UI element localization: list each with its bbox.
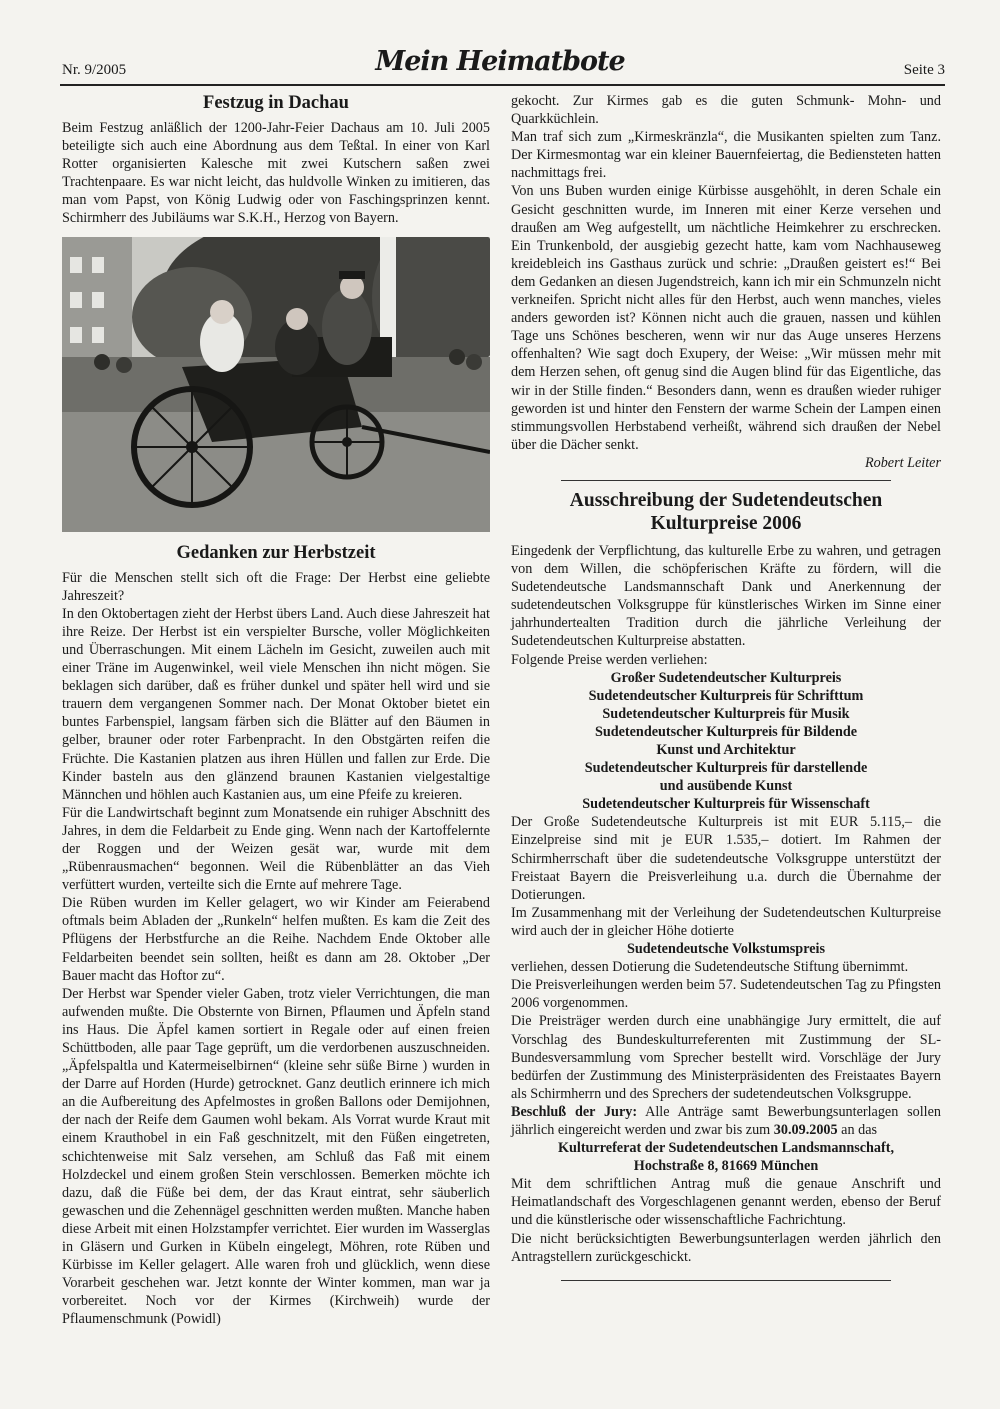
kulturpreise-dotierung: Der Große Sudetendeutsche Kulturpreis ist mit EUR 5.115,– die Einzelpreise sind mit je EUR 1.535,– dotiert. Im Rahmen der Schirmherrschaft über die sudetendeutsche Volksgruppe unterstützt der Freistaat Bayern die Preisverleihung u.a. durch die Übernahme der Dotierungen. xyxy=(511,814,941,903)
carriage-photo xyxy=(62,237,490,532)
prize-item: Sudetendeutscher Kulturpreis für Bildende xyxy=(594,723,858,740)
kulturpreise-volkstum-text: verliehen, dessen Dotierung die Sudetendeutsche Stiftung übernimmt. xyxy=(511,959,909,976)
article-body-festzug: Beim Festzug anläßlich der 1200-Jahr-Feier Dachaus am 10. Juli 2005 beteiligte sich auch eine Abordnung aus dem Teßtal. In einer von Karl Rotter organisierten Kalesche mit zwei Kutschern saßen zwei Trachtenpaare. Es war nicht leicht, das huldvolle Winken zu imitieren, das man vom Papst, von König Ludwig oder von Faschingsprinzen kennt. Schirmherr des Jubiläums war S.K.H., Herzog von Bayern. xyxy=(62,120,490,227)
author-signature: Robert Leiter xyxy=(864,454,941,471)
article-body-herbst-1: Für die Menschen stellt sich oft die Frage: Der Herbst eine geliebte Jahreszeit? xyxy=(62,569,490,604)
article-body-herbst-8: Von uns Buben wurden einige Kürbisse ausgehöhlt, in deren Schale ein Gesicht geschnitten wurde, im Inneren mit einer Kerze versehen und draußen am Weg aufgestellt, um nächtliche Heimkehrer zu erschrecken. Ein Trunkenbold, der ausgiebig gezecht hatte, kam vom Nachhauseweg kreidebleich ins Gasthaus zurück und schrie: „Draußen geistert es!“ Bei dem Gedanken an diesen Jugendstreich, kann ich mir ein Schmunzeln nicht verkneifen. Spricht nicht alles für den Herbst, auch wenn manches, vieles anders geworden ist? Können nicht auch die grauen, nassen und kühlen Tage uns Schönes bescheren, wenn wir nur das Auge unseres Herzens offenhalten? Wie sagt doch Exupery, der Weise: „Wir müssen mehr mit dem Herzen sehen, oft genug sind die Augen blind für das Eigentliche, das wir in der Stille finden.“ Besonders dann, wenn es draußen wieder ruhiger geworden ist und hinter den Fenstern der warme Schein der Lampen einen stimmungsvollen Herbstabend verheißt, während sich draußen der Nebel über die Dächer senkt. xyxy=(511,183,941,453)
section-divider xyxy=(561,480,891,481)
prize-list xyxy=(511,669,941,814)
prize-item: Großer Sudetendeutscher Kulturpreis xyxy=(610,669,842,686)
kulturpreise-list-intro: Folgende Preise werden verliehen: xyxy=(511,651,708,668)
volkstumspreis-heading: Sudetendeutsche Volkstumspreis xyxy=(626,941,825,958)
kulturpreise-antrag: Mit dem schriftlichen Antrag muß die genaue Anschrift und Heimatlandschaft des Vorgeschlagenen genannt werden, ebenso der Beruf und die künstlerische oder wissenschaftliche Fachrichtung. xyxy=(511,1176,941,1229)
kulturpreise-intro: Eingedenk der Verpflichtung, das kulturelle Erbe zu wahren, und getragen von dem Willen, die schöpferischen Kräfte zu fördern, will die Sudetendeutsche Landsmannschaft Dank und Anerkennung der sudetendeutschen Volksgruppe für künstlerisches Wirken im Sinne einer jahrhundertealten Tradition durch die jährliche Verleihung der Sudetendeutschen Kulturpreise abstatten. xyxy=(511,542,941,650)
article-body-herbst-4: Die Rüben wurden im Keller gelagert, wo wir Kinder am Feierabend oftmals beim Abladen der „Runkeln“ helfen mußten. Es kam die Zeit des Pflügens der Herbstfurche an die Reihe. Nachdem Ende Oktober alle Feldarbeiten beendet sein sollten, heißt es dann am 28. Oktober „Der Bauer macht das Hoftor zu“. xyxy=(62,895,490,984)
kulturpreise-rueckgabe: Die nicht berücksichtigten Bewerbungsunterlagen werden jährlich den Antragstellern zurückgeschickt. xyxy=(511,1230,941,1265)
article-body-herbst-6: gekocht. Zur Kirmes gab es die guten Schmunk- Mohn- und Quarkküchlein. xyxy=(511,93,941,128)
header-rule xyxy=(60,84,945,86)
prize-item: Sudetendeutscher Kulturpreis für darstellende xyxy=(584,760,868,777)
article-body-herbst-5: Der Herbst war Spender vieler Gaben, trotz vieler Verrichtungen, die man aufwenden mußte. Die Obsternte von Birnen, Pflaumen und Äpfeln stand ins Haus. Die Äpfel kamen sortiert in Regale oder auf einen freien Schüttboden, alle paar Tage geprüft, um die verdorbenen auszuschneiden. „Äpfelspaltla und Katermeiselbirnen“ (kleine sehr süße Birne ) wurden in der Darre auf Horden (Hurde) getrocknet. Ganz deutlich erinnere ich mich an die Aufbereitung des Apfelmostes in großen Ballons oder Demijohnen, der nach der Reife dem Gaumen wohl bekam. Als Vorrat wurde Kraut mit einem Krauthobel in ein Faß geschnitzelt, mit den Füßen eingetreten, schichtenweise mit Salz versehen, am Schluß das Faß mit einem Holzdeckel und einem großen Stein verschlossen. Bemerken möchte ich dazu, daß die Füße bei dem, der das Kraut eintrat, sehr säuberlich gewaschen und die Zehennägel geschnitten werden mußten. Manche haben diese Arbeit mit einen Holzstampfer verrichtet. Eier wurden im Wasserglas in Gläsern und Gurken in Kübeln eingelegt, Möhren, rote Rüben und Kürbisse im Keller gelagert. Alle waren froh und glücklich, wenn diese Vorarbeit geschehen war. Jetzt konnte der Winter kommen, man war ja vorbereitet. Noch vor der Kirmes (Kirchweih) wurde der Pflaumenschmunk (Powidl) xyxy=(62,985,490,1328)
article-body-herbst-7: Man traf sich zum „Kirmeskränzla“, die Musikanten spielten zum Tanz. Der Kirmesmontag war ein kleiner Bauernfeiertag, die Bediensteten hatten nachmittags frei. xyxy=(511,129,941,182)
masthead-logo: Mein Heimatbote xyxy=(375,46,625,77)
issue-number: Nr. 9/2005 xyxy=(62,62,127,78)
article-body-herbst-2: In den Oktobertagen zieht der Herbst übers Land. Auch diese Jahreszeit hat ihre Reize. Der Herbst ist ein verspielter Bursche, voller Möglichkeiten und Überraschungen. Mit einem Lächeln im Gesicht, zuweilen auch mit einer Träne im Augenwinkel, weil viele Menschen ihn nicht mögen. Sie beklagen sich darüber, daß es früher dunkel und später hell wird und sie trauern dem vergangenen Sommer nach. Der Monat Oktober bietet ein buntes Farbenspiel, langsam färben sich die Blätter auf den Bäumen in gelber, brauner oder roter Farbenpracht. In den Obstgärten reifen die Früchte. Die Kastanien platzen aus ihren Hüllen und fallen zur Erde. Die Kinder basteln aus den glänzend braunen Kastanien vielgestaltige Männchen und höhlen auch Kastanien aus, um eine Pfeife zu kreieren. xyxy=(62,605,490,803)
article-title-festzug: Festzug in Dachau xyxy=(203,93,349,113)
address-line-1: Kulturreferat der Sudetendeutschen Landsmannschaft, xyxy=(557,1140,895,1157)
kulturpreise-volkstum-intro: Im Zusammenhang mit der Verleihung der Sudetendeutschen Kulturpreise wird auch der in gleicher Höhe dotierte xyxy=(511,904,941,939)
beschluss-label: Beschluß der Jury: xyxy=(511,1103,638,1120)
carriage-photo-graphic xyxy=(62,237,490,532)
kulturpreise-beschluss xyxy=(511,1103,941,1139)
page-number: Seite 3 xyxy=(903,62,945,78)
prize-item: und ausübende Kunst xyxy=(659,778,793,795)
prize-item: Sudetendeutscher Kulturpreis für Wissenschaft xyxy=(582,796,870,813)
title-line-2: Kulturpreise 2006 xyxy=(650,512,802,534)
prize-item: Kunst und Architektur xyxy=(656,742,796,758)
end-divider xyxy=(561,1280,891,1281)
address-line-2: Hochstraße 8, 81669 München xyxy=(633,1158,819,1175)
beschluss-date: 30.09.2005 xyxy=(773,1121,838,1138)
kulturpreise-verleihung: Die Preisverleihungen werden beim 57. Sudetendeutschen Tag zu Pfingsten 2006 vorgenommen. xyxy=(511,977,941,1012)
prize-item: Sudetendeutscher Kulturpreis für Musik xyxy=(602,705,850,722)
article-title-kulturpreise xyxy=(511,489,941,535)
article-body-herbst-3: Für die Landwirtschaft beginnt zum Monatsende ein ruhiger Abschnitt des Jahres, in dem die Feldarbeit zu Ende ging. Wenn nach der Kartoffelernte der Roggen und der Weizen gesät war, wurde mit dem „Rübenrausmachen“ begonnen. Weil die Rübenblätter an das Vieh verfüttert wurden, verteilte sich die Ernte auf mehrere Tage. xyxy=(62,804,490,894)
right-column xyxy=(511,92,941,1289)
left-column xyxy=(62,92,490,1329)
kulturpreise-jury: Die Preisträger werden durch eine unabhängige Jury ermittelt, die auf Vorschlag des Bundeskulturreferenten mit Zustimmung der SL-Bundesversammlung vom Sprecher bestellt wird. Vorschläge der Jury bedürfen der Zustimmung des Ministerpräsidenten des Freistaates Bayern als Schirmherrn und des Sprechers der sudetendeutschen Volksgruppe. xyxy=(511,1013,941,1102)
article-title-herbstzeit: Gedanken zur Herbstzeit xyxy=(176,542,376,563)
beschluss-text-b: an das xyxy=(837,1121,878,1138)
prize-item: Sudetendeutscher Kulturpreis für Schrifttum xyxy=(588,687,864,704)
title-line-1: Ausschreibung der Sudetendeutschen xyxy=(569,489,883,511)
beschluss-text-a: Alle Anträge samt Bewerbungsunterlagen sollen jährlich eingereicht werden und zwar bis zum xyxy=(511,1103,941,1138)
